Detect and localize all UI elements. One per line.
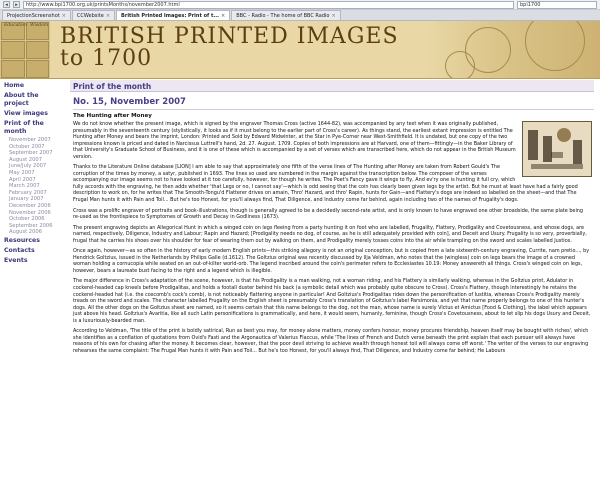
close-tab-icon[interactable]: × <box>221 12 226 19</box>
site-title-line2: to 1700 <box>60 46 153 71</box>
issue-title: No. 15, November 2007 <box>73 97 594 110</box>
url-input[interactable] <box>23 1 514 9</box>
browser-tab[interactable] <box>72 10 115 20</box>
close-tab-icon[interactable]: × <box>331 12 336 19</box>
sidebar-item[interactable]: Print of the month <box>4 120 44 135</box>
banner-caption-left: Education <box>4 23 28 28</box>
article-paragraph: Cross was a prolific engraver of portraits and book-illustrations, though is generally agreed to be a decidedly second-rate artist, and is only known to have engraved one other broadside, the same plate being re-used as the frontispiece to Symptomes of Growth and Decay in Godliness (1673). <box>73 207 584 221</box>
sidebar-item[interactable]: March 2007 <box>9 183 40 190</box>
banner-caption-right: Wisdom <box>30 23 49 28</box>
sidebar-item[interactable]: October 2007 <box>9 143 45 150</box>
sidebar-item[interactable]: February 2007 <box>9 189 47 196</box>
address-bar <box>0 0 600 10</box>
tab-bar <box>0 10 600 21</box>
back-icon[interactable]: ◂ <box>3 1 10 8</box>
article-paragraph: The major difference in Cross's adaptation of the scene, however, is that his Prodigality is a man walking, not a woman riding, and his Flattery is similarly walking, whereas in the Goltzius print, Adulator in cockerel-headed cap kneels before Prodigalitas, and holds a footall duster behind his back (a symbolic detail which was probably quite obscure to Cross). Cross's Flattery, though interestingly he retains the cockerel-headed hat (i.e. the coxcomb's cock's comb), is not noticeably flattering anyone in particular! And Goltzius's Prodigalitas rides down the personification of Iustitia, whereas Cross's Prodigality merely treads on the sword and scales. The character labelled Frugality on the English sheet is presumably Cross's translation of Goltzius's label Parsimonia, and yet that name properly belongs to one of this hunter's dogs. All the other dogs on the Goltzius sheet are named, so it seems certain that this name belongs to the dog, not the man, whose name is surely Victus et Amictus [Food & Clothing], the label which appears just above his head. Goltzius's Avaritia, like all such Latin personifications is grammatically, and here, it would seem, humanly, feminine, though Cross's Covetousness, about to let slip his dogs Usury and Deceit, is a luxuriously-bearded man. <box>73 278 591 324</box>
forward-icon[interactable]: ▸ <box>13 1 20 8</box>
browser-tab[interactable] <box>116 10 230 20</box>
sidebar-item[interactable]: May 2007 <box>9 169 35 176</box>
sidebar-item[interactable]: Home <box>4 82 25 89</box>
sidebar-item[interactable]: October 2006 <box>9 216 45 223</box>
sidebar-item[interactable]: September 2007 <box>9 150 53 157</box>
article-paragraph: Thanks to the Literature Online database [LION] I am able to say that approximately one fifth of the verse lines of The Hunting after Money are taken from Robert Gould's The corruption of the times by money, a satyr, published in 1693. The lines so used are numbered in the margin against the transcription below. The composer of the verses accompanying our image seems not to have looked at it too carefully, however, for though he writes, The Poet's Fancy gave it wings to fly, And ev'ry one is hunting it full cry, which fully accords with the engraving, he then adds whether 'that Legs or no, I cannot say'—which is odd seeing that the coin has clearly been given legs by the artist. But he must at least have had a fairly good description to work on, for he writes that The Smooth-Tongu'd Flatterer drives on amain, Thro' Hazard, and thro' Rapin, hunts for Gain—and Flattery's dogs are indeed so labelled on the sheet—and that The Frugal Man hunts it with Pain and Toil... But he's too Honest, for you'll always find, That Diligence, and Industry come far behind, again including two of the names of Frugality's dogs. <box>73 164 578 204</box>
browser-tab-label: BBC - Radio - The home of BBC Radio <box>236 12 330 19</box>
sidebar-item[interactable]: Events <box>4 256 28 264</box>
sidebar-item[interactable]: November 2006 <box>9 209 51 216</box>
url-text: http://www.bpi1700.org.uk/printsMonths/november2007.html <box>26 1 180 8</box>
sidebar-item[interactable]: View images <box>4 110 48 117</box>
browser-tab[interactable] <box>231 10 340 20</box>
sidebar-item[interactable]: November 2007 <box>9 137 51 143</box>
banner-emblem-strip <box>0 21 50 79</box>
close-tab-icon[interactable]: × <box>61 12 66 19</box>
article-paragraph: We do not know whether the present image, which is signed by the engraver Thomas Cross (active 1644-82), was accompanied by any text when it was originally published, presumably in the seventeenth century (stylistically, it looks as if it must belong to the earlier part of Cross's career). As things stand, the earliest extant impression is entitled The Hunting after Money and bears the imprint, London: Printed and Sold by Edward Midwinter, at the Star in Pye-Corner near West-Smithfield. It is undated, but one copy of the two impressions known is priced and dated in Narcissus Luttrell's hand, 2d. 27. August. 1709. Copies of both impressions are at Harvard, one of them—fittingly—in the Baker Library of that University's Graduate School of Business, and it is one of these which is accompanied by a set of verses which are transcribed here, which do not appear in the British Museum version. <box>73 121 516 160</box>
article-title: The Hunting after Money <box>73 113 152 119</box>
article-paragraph: According to Veldman, 'The title of the print is boldly satirical, Run as best you may, for money alone matters, money confers honour, money procures friendship, heaven itself may be bought with riches', which she identifies as a conflation of quotations from Ovid's Fasti and the Argonautica of Valerius Flaccus, while 'The lines of French and Dutch verse beneath the print explain that each pursuer will always have reasons of his own for chasing after the money. It becomes clear, however, that the poor devil striving to achieve wealth through honest toil will always come off worst.' The writer of the verses to our engraving rehearses the same complaint: The Frugal Man hunts it with Pain and Toil... But he's too Honest, for you'll always find, That Diligence, and Industry come far behind; He Labours <box>73 328 589 354</box>
browser-tab-label: British Printed Images: Print of t... <box>121 12 220 19</box>
site-title[interactable] <box>60 26 399 70</box>
article-body <box>70 121 594 355</box>
browser-tab[interactable] <box>2 10 71 20</box>
sidebar-item[interactable]: January 2007 <box>9 196 44 203</box>
search-input[interactable] <box>517 1 597 9</box>
sidebar-item[interactable]: Resources <box>4 236 40 244</box>
site-title-line1: BRITISH PRINTED IMAGES <box>60 24 399 49</box>
sidebar-item[interactable]: About the project <box>4 92 39 107</box>
sidebar-item[interactable]: June/July 2007 <box>9 163 47 170</box>
search-value: bpi1700 <box>520 1 541 8</box>
main-content <box>66 79 600 479</box>
print-thumbnail[interactable] <box>522 121 592 177</box>
sidebar-item[interactable]: Contacts <box>4 246 35 254</box>
sidebar-item[interactable]: August 2007 <box>9 156 43 163</box>
sidebar-item[interactable]: August 2006 <box>9 229 43 236</box>
sidebar-item[interactable]: September 2006 <box>9 222 53 229</box>
article-paragraph: Once again, however—as so often in the history of early modern English prints—this striking allegory is not an original conception, but is copied from a late sixteenth-century engraving, Currite, nam pretio..., by Hendrick Goltzius, issued in the Netherlands by Philips Galle (d.1612). The Goltzius original was recently discussed by Ilja Veldman, who notes that the (wingless) coin on legs bears the image of a crowned woman holding a cornucopia while seated on an out-of-kilter world-orb. The legend inscribed around the coin's perimeter refers to Ecclesiastes 10.19: Money answereth all things. Cross's winged coin on legs, however, bears a laureate bust facing to the right and a legend which is illegible. <box>73 248 590 274</box>
site-banner <box>0 21 600 79</box>
browser-tab-label: CCWebsite <box>76 12 104 19</box>
sidebar-item[interactable]: April 2007 <box>9 176 36 183</box>
page-title: Print of the month <box>70 80 594 92</box>
article-paragraph: The present engraving depicts an Allegorical Hunt in which a winged coin on legs fleeing from a party hunting it on foot who are labelled, Frugality, Flattery, Prodigality and Covetousness, and whose dogs, are named, respectively, Diligence, Industry and Labour; Rapin and Hazard; [Prodigality needs no dog, of course, as he is still adequately provided with coin], and Deceit and Usury. Frugality is so very, proverbially, frugal that he carries his shoes over his shoulder for fear of wearing them out by walking on them, and Prodigality merely tosses coins into the air while trampling on the sword and scales labelled Justice. <box>73 224 587 244</box>
browser-tab-label: ProjectionScreenshot <box>7 12 60 19</box>
banner-decoration <box>425 21 600 79</box>
sidebar-nav <box>0 79 66 479</box>
close-tab-icon[interactable]: × <box>105 12 111 19</box>
sidebar-item[interactable]: December 2006 <box>9 202 51 209</box>
